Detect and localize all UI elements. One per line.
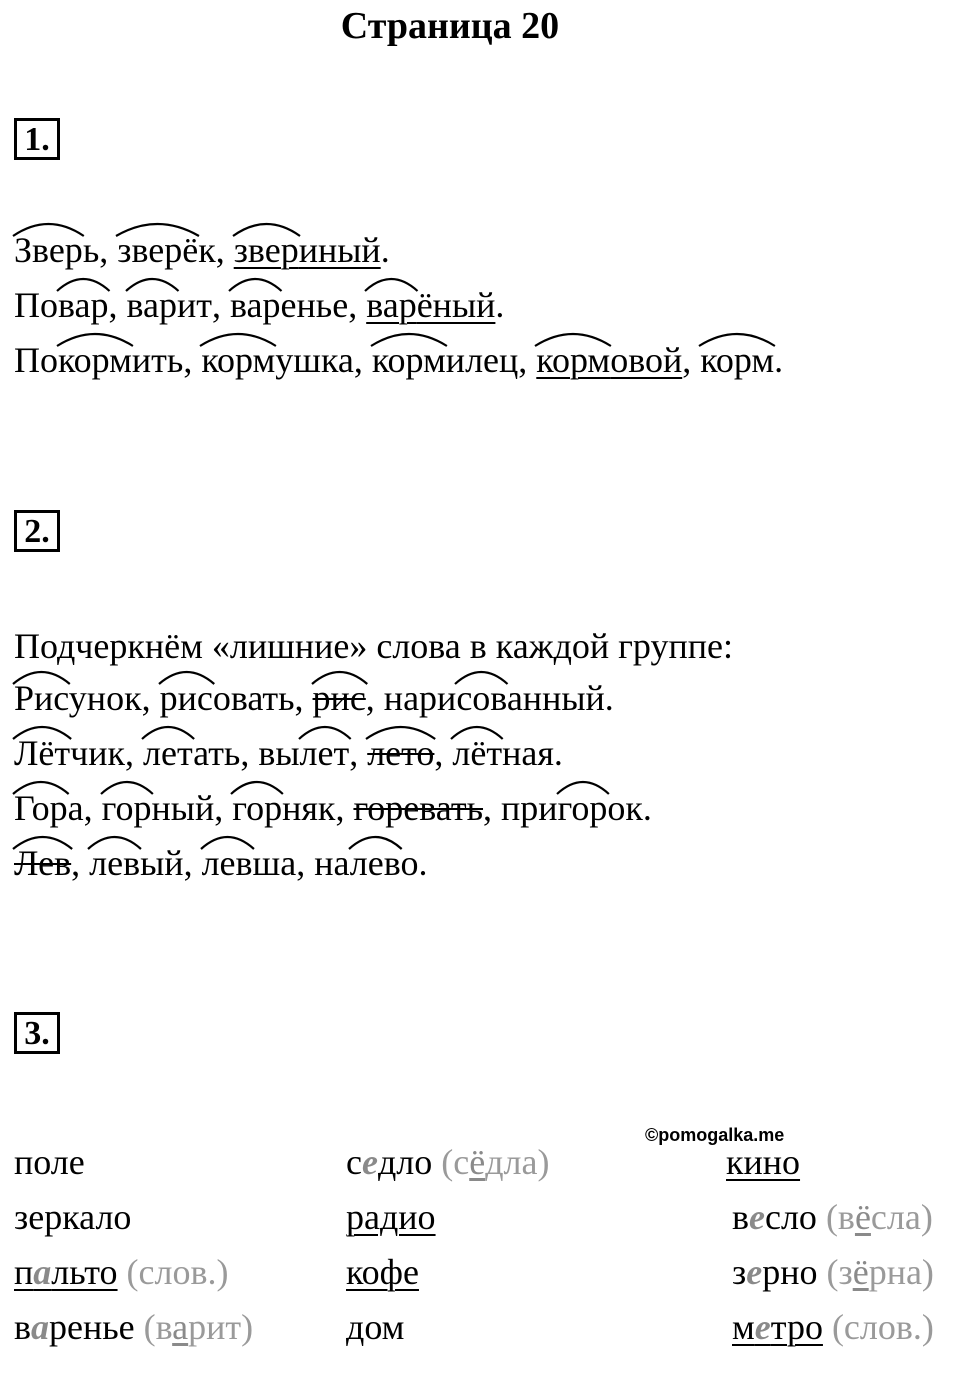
separator: . <box>774 340 784 380</box>
word-part: льто <box>51 1252 118 1292</box>
separator: , <box>682 340 701 380</box>
word <box>230 283 348 327</box>
word-suffix: к <box>198 230 216 270</box>
word-root: корм <box>700 340 775 380</box>
stressed-vowel: а <box>172 1307 189 1347</box>
unstressed-vowel: е <box>746 1252 763 1292</box>
word <box>127 283 213 327</box>
word <box>258 731 349 775</box>
separator: . <box>380 230 390 270</box>
unstressed-vowel: а <box>31 1307 49 1347</box>
separator: . <box>604 678 614 718</box>
word-root: корм <box>201 340 276 380</box>
word-part: с <box>346 1142 362 1182</box>
dictionary-word: кино <box>726 1142 801 1182</box>
hint-part: (с <box>441 1142 470 1182</box>
word-suffix: няк <box>282 788 336 828</box>
dictionary-word: радио <box>346 1197 436 1237</box>
word-cell <box>14 1250 228 1294</box>
word-suffix: ушка <box>275 340 354 380</box>
separator: . <box>418 843 428 883</box>
word-suffix: о <box>400 843 419 883</box>
dictionary-word <box>14 1307 135 1347</box>
word-root: лев <box>89 843 141 883</box>
task-1-line <box>14 283 504 327</box>
word-root: вар <box>58 285 109 325</box>
separator: , <box>108 285 127 325</box>
word <box>366 283 495 327</box>
word-root: вар <box>230 285 281 325</box>
word <box>313 676 366 720</box>
word-part: сло <box>764 1197 817 1237</box>
stressed-vowel: ё <box>469 1142 486 1182</box>
word <box>700 338 774 382</box>
word-root: Гор <box>14 788 68 828</box>
word-root: гор <box>101 788 152 828</box>
task-2-line <box>14 731 563 775</box>
word-suffix: иный <box>298 230 381 270</box>
dictionary-word <box>732 1252 817 1292</box>
separator: . <box>553 733 563 773</box>
check-word-hint <box>441 1142 549 1182</box>
word-cell <box>732 1250 934 1294</box>
watermark: ©pomogalka.me <box>645 1125 785 1145</box>
word-suffix: чик <box>70 733 126 773</box>
word <box>353 786 483 830</box>
dictionary-word <box>732 1307 823 1347</box>
check-word-hint: (слов.) <box>831 1307 934 1347</box>
task-2-line <box>14 676 614 720</box>
word <box>89 841 183 885</box>
word-part: ренье <box>49 1307 135 1347</box>
dictionary-word: кофе <box>346 1252 419 1292</box>
separator: , <box>212 285 231 325</box>
dictionary-word: дом <box>346 1307 405 1347</box>
word-part: рно <box>762 1252 818 1292</box>
word <box>14 676 142 720</box>
word-root: вар <box>366 285 417 325</box>
separator: , <box>183 340 202 380</box>
word <box>143 731 240 775</box>
word-suffix: ый <box>140 843 184 883</box>
word-root: корм <box>536 340 611 380</box>
word-suffix: ёный <box>416 285 496 325</box>
unstressed-vowel: е <box>749 1197 765 1237</box>
word-root: звер <box>233 230 299 270</box>
unstressed-vowel: е <box>361 1142 378 1182</box>
word-suffix: ит <box>177 285 213 325</box>
word-suffix: ная <box>502 733 554 773</box>
task-number-2: 2. <box>14 510 60 552</box>
word <box>536 338 682 382</box>
word-part: тро <box>770 1307 823 1347</box>
word <box>452 731 554 775</box>
word-root: Лев <box>14 843 72 883</box>
separator: , <box>353 340 372 380</box>
separator: , <box>83 788 102 828</box>
word-cell <box>346 1305 404 1349</box>
separator: , <box>141 678 160 718</box>
word-root: лёт <box>452 733 503 773</box>
page-title: Страница 20 <box>340 5 560 47</box>
separator: , <box>183 843 202 883</box>
word-part: в <box>14 1307 31 1347</box>
check-word-hint <box>826 1252 933 1292</box>
word-prefix: По <box>14 285 58 325</box>
word-cell <box>732 1195 933 1239</box>
separator: . <box>495 285 505 325</box>
word-suffix: овой <box>610 340 683 380</box>
word-root: сов <box>456 678 507 718</box>
unstressed-vowel: а <box>33 1252 52 1292</box>
word <box>117 228 215 272</box>
hint-part: рит) <box>188 1307 254 1347</box>
word-suffix: ный <box>151 788 215 828</box>
task-number-3: 3. <box>14 1012 60 1054</box>
word-prefix: По <box>14 340 58 380</box>
word-suffix: а <box>67 788 84 828</box>
stressed-vowel: ё <box>852 1252 869 1292</box>
word <box>234 228 381 272</box>
word-part: в <box>732 1197 749 1237</box>
word-suffix: ша <box>252 843 297 883</box>
check-word-hint <box>144 1307 254 1347</box>
word <box>232 786 335 830</box>
word-root: лет <box>143 733 194 773</box>
task-2-line <box>14 786 652 830</box>
hint-part: (в <box>143 1307 173 1347</box>
word-root: Звер <box>14 230 83 270</box>
separator: , <box>296 843 315 883</box>
separator: , <box>483 788 502 828</box>
word-root: лев <box>201 843 253 883</box>
task-2-line <box>14 841 427 885</box>
word-suffix: унок <box>68 678 142 718</box>
word-root: горевать <box>353 788 484 828</box>
hint-part: рна) <box>868 1252 934 1292</box>
task-1-line <box>14 338 783 382</box>
word <box>102 786 215 830</box>
word-root: гор <box>557 788 608 828</box>
dictionary-word <box>732 1197 817 1237</box>
check-word-hint <box>826 1197 933 1237</box>
word-root: вар <box>126 285 178 325</box>
word-suffix: ать <box>193 733 241 773</box>
word <box>202 841 297 885</box>
word-root: корм <box>371 340 446 380</box>
separator: , <box>215 230 234 270</box>
word-cell <box>14 1305 253 1349</box>
word <box>14 786 84 830</box>
word-root: лев <box>349 843 401 883</box>
word-cell <box>346 1140 549 1184</box>
word <box>384 676 605 720</box>
word <box>160 676 295 720</box>
word-cell <box>346 1195 436 1239</box>
word-root: зверё <box>117 230 199 270</box>
word-part: м <box>732 1307 755 1347</box>
word <box>14 841 71 885</box>
word-root: лет <box>299 733 350 773</box>
word-cell <box>14 1140 85 1184</box>
hint-part: сла) <box>870 1197 933 1237</box>
word-suffix: анный <box>506 678 605 718</box>
word-cell <box>14 1195 131 1239</box>
word-root: рис <box>312 678 366 718</box>
hint-part: (з <box>826 1252 853 1292</box>
separator: , <box>365 678 384 718</box>
word-suffix: енье <box>280 285 349 325</box>
separator: , <box>71 843 90 883</box>
word <box>14 338 183 382</box>
word-suffix: илец <box>445 340 519 380</box>
task-1-line <box>14 228 390 272</box>
word-root: лето <box>367 733 435 773</box>
hint-part: дла) <box>485 1142 550 1182</box>
separator: , <box>125 733 144 773</box>
word <box>14 731 125 775</box>
separator: , <box>434 733 453 773</box>
separator: , <box>240 733 259 773</box>
word <box>367 731 434 775</box>
word <box>501 786 643 830</box>
separator: , <box>335 788 354 828</box>
stressed-vowel: ё <box>854 1197 871 1237</box>
separator: , <box>214 788 233 828</box>
unstressed-vowel: е <box>754 1307 771 1347</box>
task-number-1: 1. <box>14 118 60 160</box>
word-suffix: ить <box>131 340 184 380</box>
separator: , <box>348 285 367 325</box>
word <box>372 338 518 382</box>
hint-part: (в <box>825 1197 855 1237</box>
separator: . <box>642 788 652 828</box>
word-cell <box>726 1140 800 1184</box>
dictionary-word: поле <box>14 1142 85 1182</box>
word <box>14 228 99 272</box>
word-suffix: ок <box>607 788 643 828</box>
separator: , <box>349 733 368 773</box>
dictionary-word <box>346 1142 432 1182</box>
word-prefix: вы <box>258 733 300 773</box>
word <box>314 841 418 885</box>
word-root: Лёт <box>14 733 71 773</box>
word-cell <box>732 1305 934 1349</box>
word-suffix: овать <box>212 678 295 718</box>
check-word-hint: (слов.) <box>126 1252 229 1292</box>
dictionary-word <box>14 1252 118 1292</box>
word-root: гор <box>232 788 283 828</box>
word <box>14 283 109 327</box>
word-root: Рис <box>14 678 69 718</box>
word-root: рис <box>159 678 213 718</box>
word-part: п <box>14 1252 34 1292</box>
word-suffix: ь <box>82 230 100 270</box>
word-prefix: на <box>314 843 350 883</box>
separator: , <box>518 340 537 380</box>
separator: , <box>99 230 118 270</box>
word-part: дло <box>377 1142 433 1182</box>
word-prefix: нари <box>383 678 457 718</box>
separator: , <box>294 678 313 718</box>
word-prefix: при <box>501 788 558 828</box>
word-cell <box>346 1250 419 1294</box>
task-2-intro: Подчеркнём «лишние» слова в каждой группе: <box>14 626 733 666</box>
dictionary-word: зеркало <box>14 1197 132 1237</box>
word-root: корм <box>58 340 132 380</box>
word-part: з <box>732 1252 747 1292</box>
word <box>201 338 354 382</box>
